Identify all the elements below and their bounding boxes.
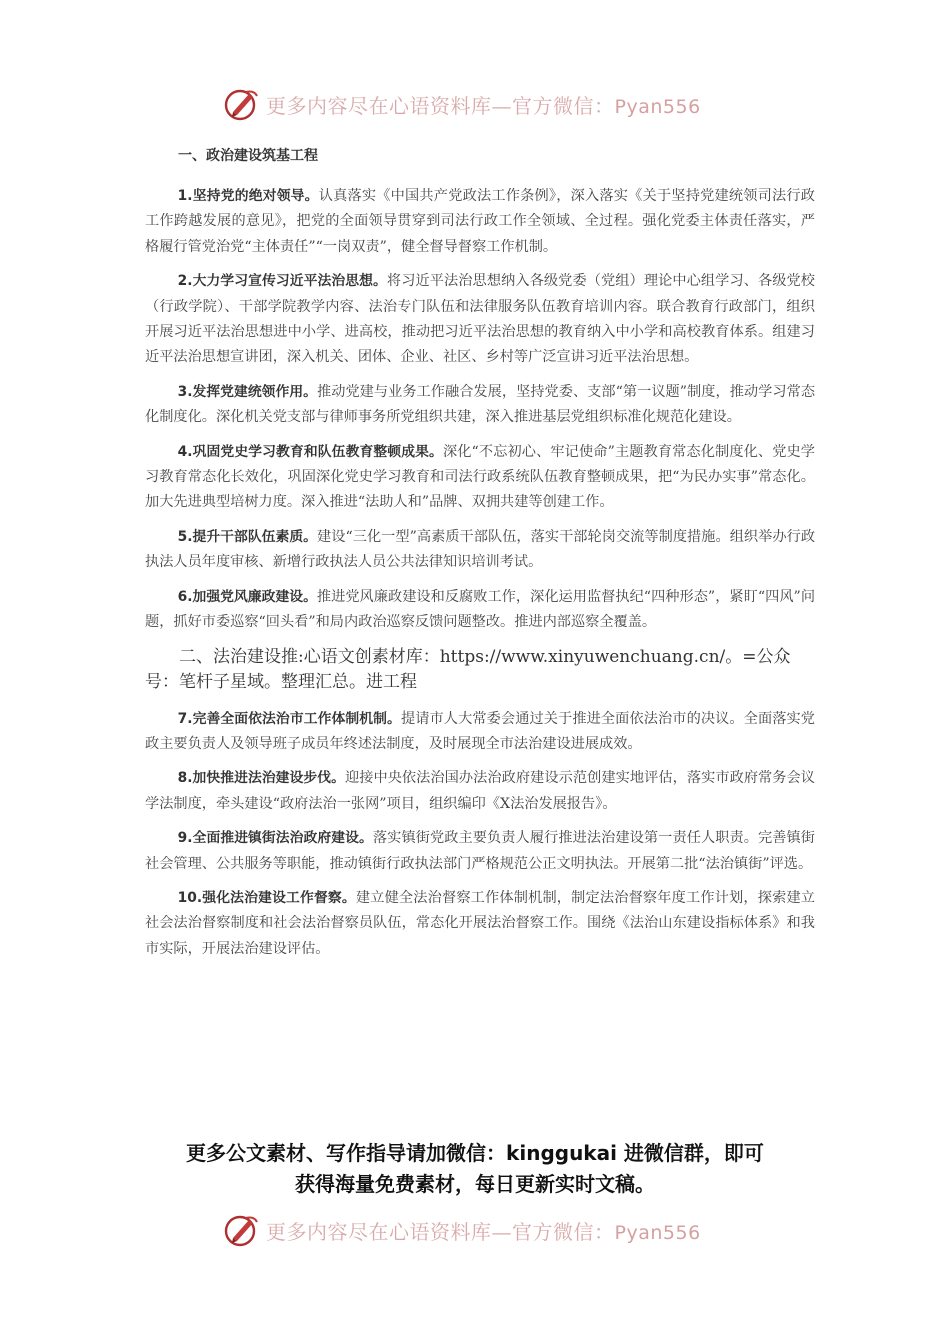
banner-text: 更多内容尽在心语资料库—官方微信：Pyan556 (266, 93, 701, 118)
section-title-1: 一、政治建设筑基工程 (178, 148, 318, 164)
paragraph-2: 2.大力学习宣传习近平法治思想。将习近平法治思想纳入各级党委（党组）理论中心组学习、各级党校（行政学院）、干部学院教学内容、法治专门队伍和法律服务队伍教育培训内容。联合教育行政部门，组织开展习近平法治思想进中小学、进高校，推动把习近平法治思想的教育纳入中小学和高校教育体系。组建习近平法治思想宣讲团，深入机关、团体、企业、社区、乡村等广泛宣讲习近平法治思想。 (145, 273, 815, 366)
paragraph-10: 10.强化法治建设工作督察。建立健全法治督察工作体制机制，制定法治督察年度工作计划，探索建立社会法治督察制度和社会法治督察员队伍，常态化开展法治督察工作。围绕《法治山东建设指标体系》和我市实际，开展法治建设评估。 (145, 889, 815, 957)
paragraph-6: 6.加强党风廉政建设。推进党风廉政建设和反腐败工作，深化运用监督执纪“四种形态”，紧盯“四风”问题，抓好市委巡察“回头看”和局内政治巡察反馈问题整改。推进内部巡察全覆盖。 (145, 588, 816, 631)
paragraph-1: 1.坚持党的绝对领导。认真落实《中国共产党政法工作条例》，深入落实《关于坚持党建统领司法行政工作跨越发展的意见》，把党的全面领导贯穿到司法行政工作全领域、全过程。强化党委主体责任落实，严格履行管党治党“主体责任”“一岗双责”，健全督导督察工作机制。 (145, 188, 815, 255)
paragraph-4: 4.巩固党史学习教育和队伍教育整顿成果。深化“不忘初心、牢记使命”主题教育常态化制度化、党史学习教育常态化长效化，巩固深化党史学习教育和司法行政系统队伍教育整顿成果，把“为民办实事”常态化。加大先进典型培树力度。深入推进“法助人和”品牌、双拥共建等创建工作。 (145, 443, 815, 511)
paragraph-9: 9.全面推进镇街法治政府建设。落实镇街党政主要负责人履行推进法治建设第一责任人职责。完善镇街社会管理、公共服务等职能，推动镇街行政执法部门严格规范公正文明执法。开展第二批“法治镇街”评选。 (145, 830, 815, 872)
promo-line-2: 获得海量免费素材，每日更新实时文稿。 (295, 1172, 655, 1196)
document-body (145, 138, 815, 971)
banner-text: 更多内容尽在心语资料库—官方微信：Pyan556 (266, 1219, 701, 1244)
pen-logo-icon (224, 86, 260, 122)
paragraph-5: 5.提升干部队伍素质。建设“三化一型”高素质干部队伍，落实干部轮岗交流等制度措施。组织举办行政执法人员年度审核、新增行政执法人员公共法律知识培训考试。 (145, 528, 816, 571)
promo-line-1: 更多公文素材、写作指导请加微信：kinggukai 进微信群，即可 (186, 1141, 764, 1165)
paragraph-8: 8.加快推进法治建设步伐。迎接中央依法治国办法治政府建设示范创建实地评估，落实市政府常务会议学法制度，牵头建设“政府法治一张网”项目，组织编印《X法治发展报告》。 (145, 770, 815, 812)
paragraph-7: 7.完善全面依法治市工作体制机制。提请市人大常委会通过关于推进全面依法治市的决议。全面落实党政主要负责人及领导班子成员年终述法制度，及时展现全市法治建设进展成效。 (145, 710, 815, 752)
top-banner (224, 84, 744, 124)
bottom-banner (224, 1210, 744, 1250)
pen-logo-icon (224, 1212, 260, 1248)
paragraph-3: 3.发挥党建统领作用。推动党建与业务工作融合发展，坚持党委、支部“第一议题”制度，推动学习常态化制度化。深化机关党支部与律师事务所党组织共建，深入推进基层党组织标准化规范化建设。 (145, 383, 816, 426)
section-title-2: 二、法治建设推:心语文创素材库：https://www.xinyuwenchuang.cn/。=公众号：笔杆子星域。整理汇总。进工程 (145, 646, 791, 692)
promo-text (145, 1138, 805, 1200)
